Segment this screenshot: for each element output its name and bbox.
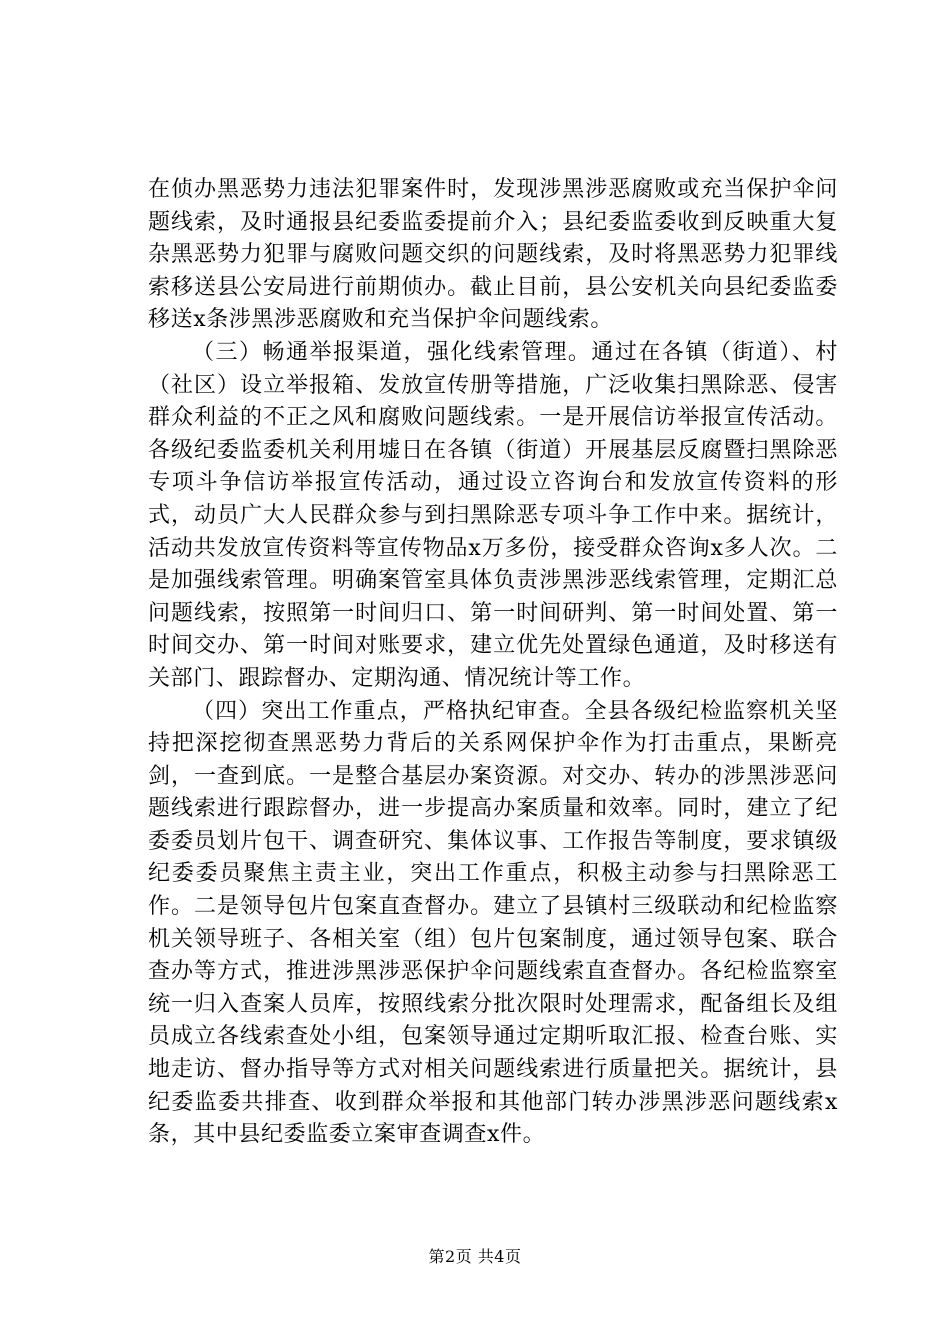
paragraph-section-four: （四）突出工作重点，严格执纪审查。全县各级纪检监察机关坚持把深挖彻查黑恶势力背后的关系网保护伞作为打击重点，果断亮剑，一查到底。一是整合基层办案资源。对交办、转办的涉黑涉恶问题线索进行跟踪督办，进一步提高办案质量和效率。同时，建立了纪委委员划片包干、调查研究、集体议事、工作报告等制度，要求镇级纪委委员聚焦主责主业，突出工作重点，积极主动参与扫黑除恶工作。二是领导包片包案直查督办。建立了县镇村三级联动和纪检监察机关领导班子、各相关室（组）包片包案制度，通过领导包案、联合查办等方式，推进涉黑涉恶保护伞问题线索直查督办。各纪检监察室统一归入查案人员库，按照线索分批次限时处理需求，配备组长及组员成立各线索查处小组，包案领导通过定期听取汇报、检查台账、实地走访、督办指导等方式对相关问题线索进行质量把关。据统计，县纪委监委共排查、收到群众举报和其他部门转办涉黑涉恶问题线索x条，其中县纪委监委立案审查调查x件。 [148,698,838,1148]
paragraph-continuation: 在侦办黑恶势力违法犯罪案件时，发现涉黑涉恶腐败或充当保护伞问题线索，及时通报县纪委监委提前介入；县纪委监委收到反映重大复杂黑恶势力犯罪与腐败问题交织的问题线索，及时将黑恶势力犯罪线索移送县公安局进行前期侦办。截止目前，县公安机关向县纪委监委移送x条涉黑涉恶腐败和充当保护伞问题线索。 [148,177,838,333]
paragraph-section-three: （三）畅通举报渠道，强化线索管理。通过在各镇（街道）、村（社区）设立举报箱、发放宣传册等措施，广泛收集扫黑除恶、侵害群众利益的不正之风和腐败问题线索。一是开展信访举报宣传活动。各级纪委监委机关利用墟日在各镇（街道）开展基层反腐暨扫黑除恶专项斗争信访举报宣传活动，通过设立咨询台和发放宣传资料的形式，动员广大人民群众参与到扫黑除恶专项斗争工作中来。据统计，活动共发放宣传资料等宣传物品x万多份，接受群众咨询x多人次。二是加强线索管理。明确案管室具体负责涉黑涉恶线索管理，定期汇总问题线索，按照第一时间归口、第一时间研判、第一时间处置、第一时间交办、第一时间对账要求，建立优先处置绿色通道，及时移送有关部门、跟踪督办、定期沟通、情况统计等工作。 [148,339,838,691]
document-body [148,174,838,1152]
page-number-footer: 第2页 共4页 [428,1247,522,1266]
